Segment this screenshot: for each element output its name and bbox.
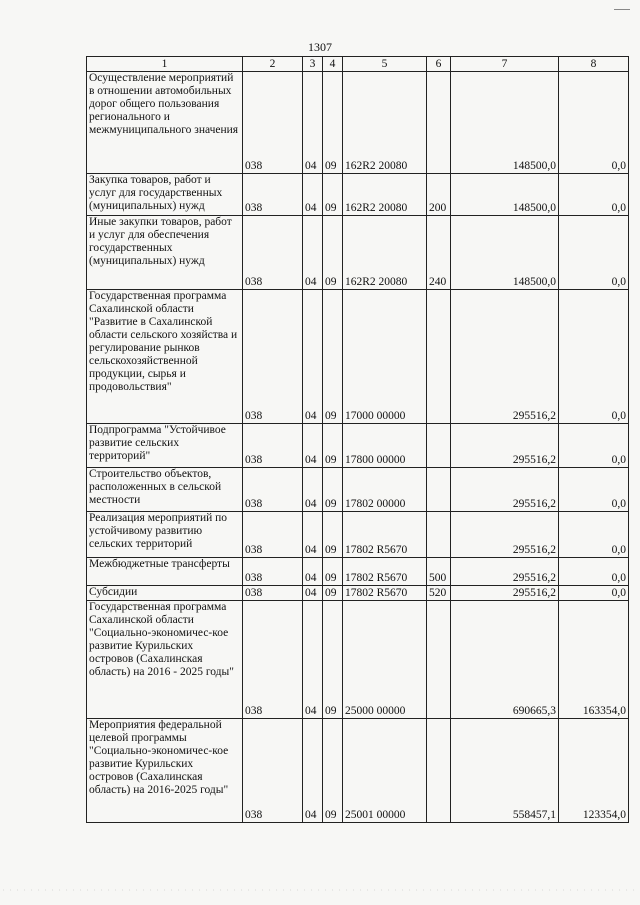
header-cell: 5 (343, 57, 427, 72)
row-subsection: 09 (323, 216, 343, 290)
table-row (87, 424, 629, 468)
row-code: 038 (243, 424, 303, 468)
row-amount: 148500,0 (451, 72, 559, 174)
row-extra: 0,0 (559, 72, 629, 174)
row-amount: 148500,0 (451, 216, 559, 290)
row-section: 04 (303, 719, 323, 823)
row-subsection: 09 (323, 290, 343, 424)
table-row (87, 216, 629, 290)
row-type: 500 (427, 558, 451, 586)
row-type (427, 468, 451, 512)
row-name: Осуществление мероприятий в отношении автомобильных дорог общего пользования регионального и межмуниципального значения (87, 72, 243, 174)
row-amount: 295516,2 (451, 558, 559, 586)
row-section: 04 (303, 72, 323, 174)
row-name: Мероприятия федеральной целевой программы "Социально-экономичес-кое развитие Курильских островов (Сахалинская область) на 2016-2025 годы" (87, 719, 243, 823)
row-extra: 163354,0 (559, 601, 629, 719)
row-extra: 0,0 (559, 558, 629, 586)
row-target: 17802 00000 (343, 468, 427, 512)
row-target: 17802 R5670 (343, 558, 427, 586)
row-target: 17802 R5670 (343, 586, 427, 601)
row-subsection: 09 (323, 601, 343, 719)
row-section: 04 (303, 290, 323, 424)
header-cell: 4 (323, 57, 343, 72)
row-name: Государственная программа Сахалинской области "Социально-экономичес-кое развитие Курильских островов (Сахалинская область) на 2016 - 2025 годы" (87, 601, 243, 719)
row-type (427, 72, 451, 174)
row-target: 25000 00000 (343, 601, 427, 719)
row-type: 520 (427, 586, 451, 601)
row-subsection: 09 (323, 424, 343, 468)
row-subsection: 09 (323, 586, 343, 601)
header-cell: 7 (451, 57, 559, 72)
scan-mark (614, 9, 630, 10)
row-section: 04 (303, 512, 323, 558)
row-target: 25001 00000 (343, 719, 427, 823)
row-target: 162R2 20080 (343, 72, 427, 174)
header-cell: 1 (87, 57, 243, 72)
budget-table (86, 56, 629, 823)
row-extra: 0,0 (559, 216, 629, 290)
row-section: 04 (303, 601, 323, 719)
row-amount: 558457,1 (451, 719, 559, 823)
row-extra: 0,0 (559, 512, 629, 558)
row-code: 038 (243, 174, 303, 216)
row-name: Строительство объектов, расположенных в сельской местности (87, 468, 243, 512)
row-type (427, 719, 451, 823)
row-name: Межбюджетные трансферты (87, 558, 243, 586)
row-extra: 123354,0 (559, 719, 629, 823)
row-subsection: 09 (323, 72, 343, 174)
row-name: Подпрограмма "Устойчивое развитие сельских территорий" (87, 424, 243, 468)
row-type: 240 (427, 216, 451, 290)
row-type: 200 (427, 174, 451, 216)
table-row (87, 558, 629, 586)
row-code: 038 (243, 216, 303, 290)
row-section: 04 (303, 174, 323, 216)
row-extra: 0,0 (559, 586, 629, 601)
row-code: 038 (243, 586, 303, 601)
row-code: 038 (243, 468, 303, 512)
row-amount: 148500,0 (451, 174, 559, 216)
row-code: 038 (243, 719, 303, 823)
row-amount: 295516,2 (451, 290, 559, 424)
row-type (427, 601, 451, 719)
row-name: Государственная программа Сахалинской области "Развитие в Сахалинской области сельского хозяйства и регулирование рынков сельскохозяйственной продукции, сырья и продовольствия" (87, 290, 243, 424)
scan-noise (0, 887, 640, 893)
table-row (87, 72, 629, 174)
row-target: 162R2 20080 (343, 174, 427, 216)
row-code: 038 (243, 290, 303, 424)
page-number: 1307 (308, 40, 332, 54)
row-subsection: 09 (323, 174, 343, 216)
row-amount: 295516,2 (451, 468, 559, 512)
table-row (87, 174, 629, 216)
row-subsection: 09 (323, 468, 343, 512)
row-type (427, 512, 451, 558)
row-target: 17000 00000 (343, 290, 427, 424)
row-code: 038 (243, 558, 303, 586)
row-extra: 0,0 (559, 290, 629, 424)
header-cell: 3 (303, 57, 323, 72)
row-code: 038 (243, 512, 303, 558)
row-name: Иные закупки товаров, работ и услуг для обеспечения государственных (муниципальных) нужд (87, 216, 243, 290)
row-code: 038 (243, 601, 303, 719)
table-row (87, 290, 629, 424)
row-amount: 295516,2 (451, 424, 559, 468)
row-code: 038 (243, 72, 303, 174)
row-section: 04 (303, 424, 323, 468)
row-type (427, 290, 451, 424)
row-amount: 295516,2 (451, 586, 559, 601)
header-cell: 6 (427, 57, 451, 72)
table-row (87, 512, 629, 558)
table-header (87, 57, 629, 72)
row-name: Закупка товаров, работ и услуг для государственных (муниципальных) нужд (87, 174, 243, 216)
row-target: 162R2 20080 (343, 216, 427, 290)
row-section: 04 (303, 586, 323, 601)
table-row (87, 601, 629, 719)
table-row (87, 468, 629, 512)
row-amount: 690665,3 (451, 601, 559, 719)
row-target: 17802 R5670 (343, 512, 427, 558)
row-section: 04 (303, 216, 323, 290)
row-name: Субсидии (87, 586, 243, 601)
header-cell: 8 (559, 57, 629, 72)
header-cell: 2 (243, 57, 303, 72)
row-target: 17800 00000 (343, 424, 427, 468)
row-subsection: 09 (323, 558, 343, 586)
row-name: Реализация мероприятий по устойчивому развитию сельских территорий (87, 512, 243, 558)
row-section: 04 (303, 468, 323, 512)
row-amount: 295516,2 (451, 512, 559, 558)
row-extra: 0,0 (559, 424, 629, 468)
table-row (87, 586, 629, 601)
row-subsection: 09 (323, 719, 343, 823)
row-subsection: 09 (323, 512, 343, 558)
row-section: 04 (303, 558, 323, 586)
row-type (427, 424, 451, 468)
row-extra: 0,0 (559, 468, 629, 512)
row-extra: 0,0 (559, 174, 629, 216)
table-row (87, 719, 629, 823)
